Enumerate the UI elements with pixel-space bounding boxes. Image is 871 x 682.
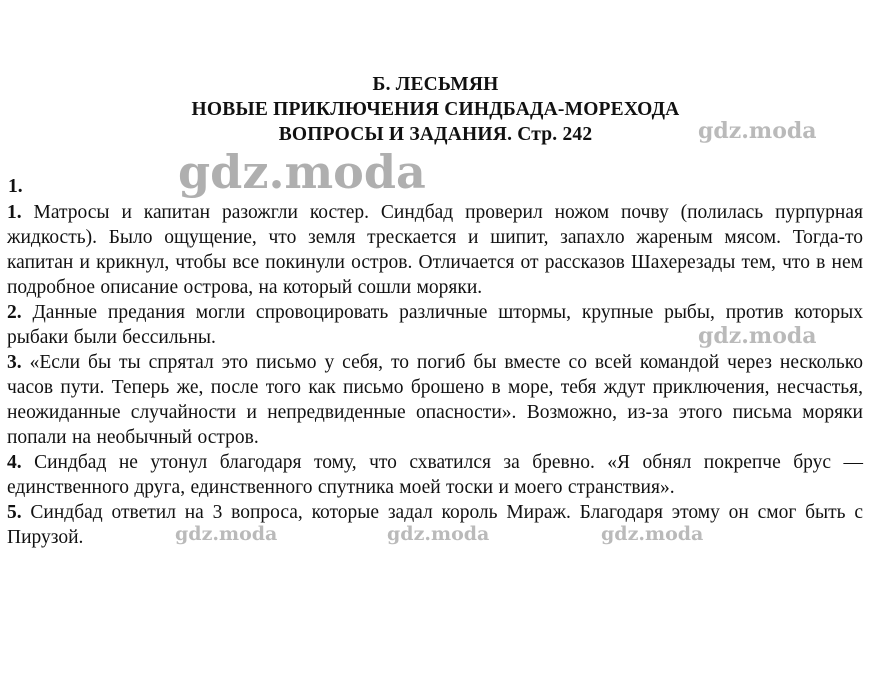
watermark-large: gdz.moda [178, 145, 426, 199]
author-heading: Б. ЛЕСЬМЯН [372, 74, 499, 95]
answer-number: 5. [7, 502, 22, 523]
watermark: gdz.moda [601, 523, 704, 545]
watermark: gdz.moda [387, 523, 490, 545]
watermark: gdz.moda [698, 118, 817, 144]
watermark: gdz.moda [698, 323, 817, 349]
watermark: gdz.moda [175, 523, 278, 545]
answer-text: Данные предания могли спровоцировать различные штормы, крупные рыбы, против которых рыбаки были бессильны. [7, 302, 863, 348]
answer-number: 2. [7, 302, 22, 323]
answer-text: Матросы и капитан разожгли костер. Синдбад проверил ножом почву (полилась пурпурная жидкость). Было ощущение, что земля трескается и шипит, запахло жареным мясом. Тогда-то капитан и крикнул, чтобы все покинули остров. Отличается от рассказов Шахерезады тем, что в нем подробное описание острова, на который сошли моряки. [7, 202, 863, 298]
answer-3 [7, 350, 863, 450]
questions-subtitle: ВОПРОСЫ И ЗАДАНИЯ. Стр. 242 [278, 124, 593, 145]
answer-number: 3. [7, 352, 22, 373]
answers-body [7, 200, 863, 550]
answer-1 [7, 200, 863, 300]
answer-number: 1. [7, 202, 22, 223]
answer-text: Синдбад ответил на 3 вопроса, которые задал король Мираж. Благодаря этому он смог быть с Пирузой. [7, 502, 863, 548]
story-title: НОВЫЕ ПРИКЛЮЧЕНИЯ СИНДБАДА-МОРЕХОДА [191, 99, 680, 120]
answer-text: Синдбад не утонул благодаря тому, что схватился за бревно. «Я обнял покрепче брус — единственного друга, единственного спутника моей тоски и моего странствия». [7, 452, 863, 498]
answer-5 [7, 500, 863, 550]
answer-number: 4. [7, 452, 22, 473]
answer-2 [7, 300, 863, 350]
section-number: 1. [8, 176, 23, 197]
answer-4 [7, 450, 863, 500]
answer-text: «Если бы ты спрятал это письмо у себя, то погиб бы вместе со всей командой через несколько часов пути. Теперь же, после того как письмо брошено в море, тебя ждут приключения, несчастья, неожиданные случайности и непредвиденные опасности». Возможно, из-за этого письма моряки попали на необычный остров. [7, 352, 863, 448]
